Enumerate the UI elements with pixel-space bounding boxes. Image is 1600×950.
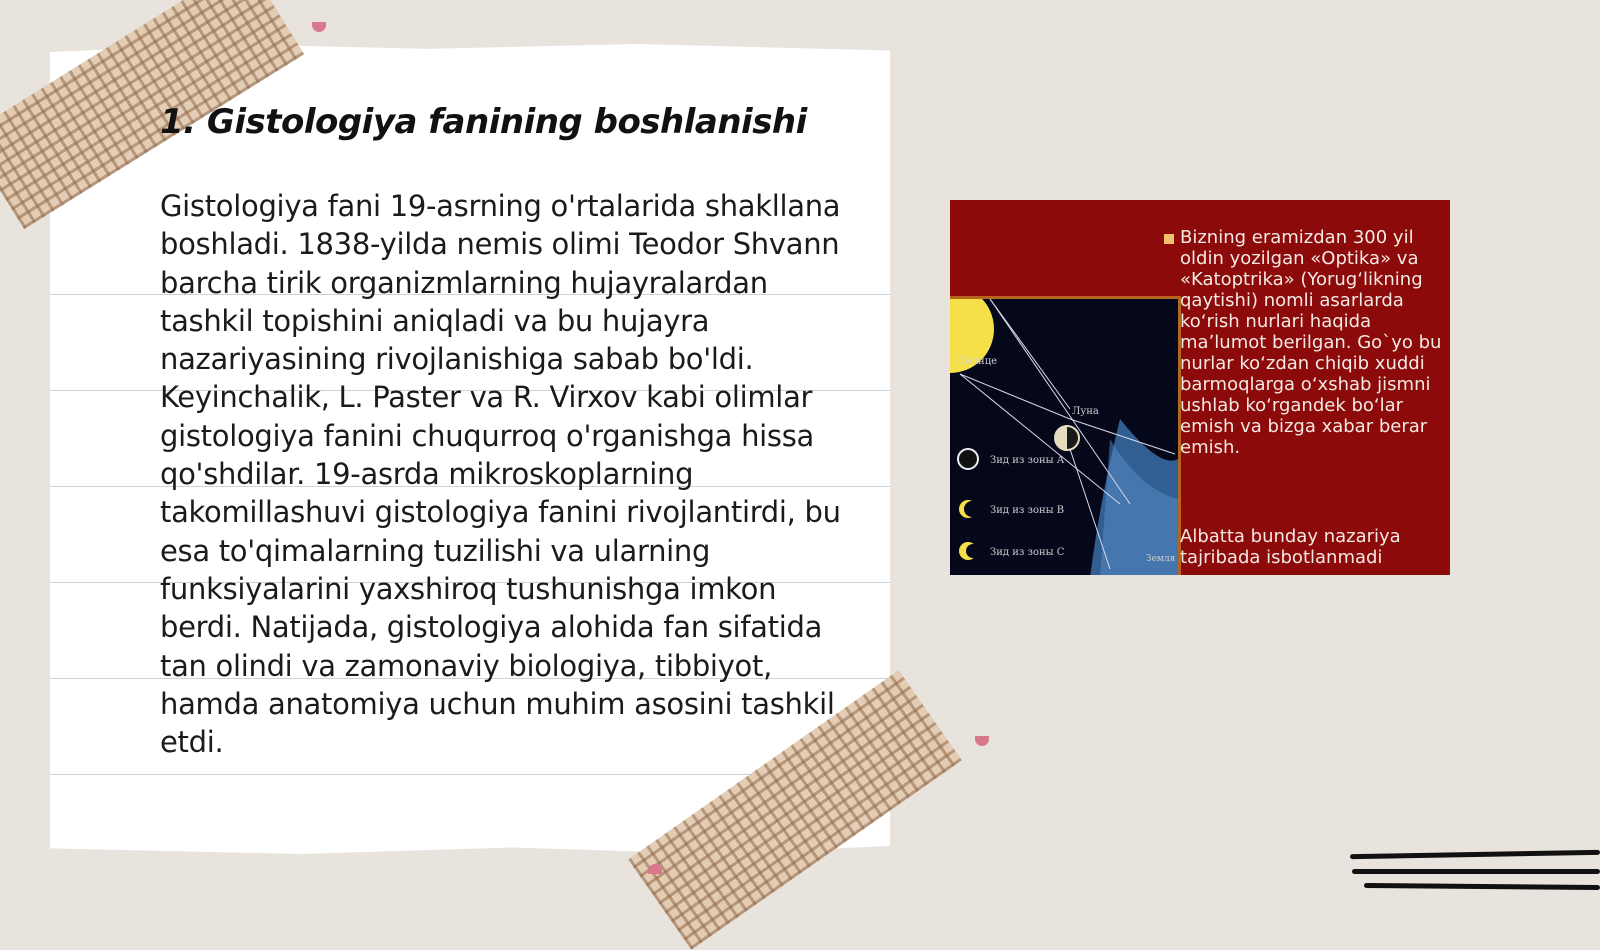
svg-text:Зид из зоны А: Зид из зоны А xyxy=(990,455,1065,466)
bullet-marker xyxy=(1164,234,1174,244)
slide-title: 1. Gistologiya fanining boshlanishi xyxy=(160,102,807,142)
svg-text:Земля: Земля xyxy=(1146,554,1176,564)
pin-decoration xyxy=(975,736,989,746)
brush-stroke xyxy=(1350,850,1600,859)
eclipse-diagram xyxy=(950,296,1181,575)
svg-text:Зид из зоны С: Зид из зоны С xyxy=(990,547,1065,558)
svg-text:Луна: Луна xyxy=(1072,406,1099,417)
svg-text:Зид из зоны В: Зид из зоны В xyxy=(990,505,1065,516)
brush-stroke xyxy=(1352,869,1600,874)
svg-text:Солнце: Солнце xyxy=(958,356,998,367)
embedded-slide-image xyxy=(950,200,1450,575)
slide-bullet-text: Bizning eramizdan 300 yil oldin yozilgan «Optika» va «Katoptrika» (Yorugʻlikning qaytishi) nomli asarlarda koʻrish nurlari haqida maʼlumot berilgan. Go`yo bu nurlar koʻzdan chiqib xuddi barmoqlarga oʻxshab jismni ushlab koʻrgandek boʻlar emish va bizga xabar berar emish. xyxy=(1180,227,1442,458)
pin-decoration xyxy=(648,864,662,874)
brush-stroke xyxy=(1364,883,1600,890)
slide-second-text: Albatta bunday nazariya tajribada isbotlanmadi xyxy=(1180,526,1401,568)
pin-decoration xyxy=(312,22,326,32)
body-paragraph: Gistologiya fani 19-asrning o'rtalarida shakllana boshladi. 1838-yilda nemis olimi Teodor Shvann barcha tirik organizmlarning hujayralardan tashkil topishini aniqladi va bu hujayra nazariyasining rivojlanishiga sabab bo'ldi. Keyinchalik, L. Paster va R. Virxov kabi olimlar gistologiya fanini chuqurroq o'rganishga hissa qo'shdilar. 19-asrda mikroskoplarning takomillashuvi gistologiya fanini rivojlantirdi, bu esa to'qimalarning tuzilishi va ularning funksiyalarini yaxshiroq tushunishga imkon berdi. Natijada, gistologiya alohida fan sifatida tan olindi va zamonaviy biologiya, tibbiyot, hamda anatomiya uchun muhim asosini tashkil etdi. xyxy=(160,189,841,760)
